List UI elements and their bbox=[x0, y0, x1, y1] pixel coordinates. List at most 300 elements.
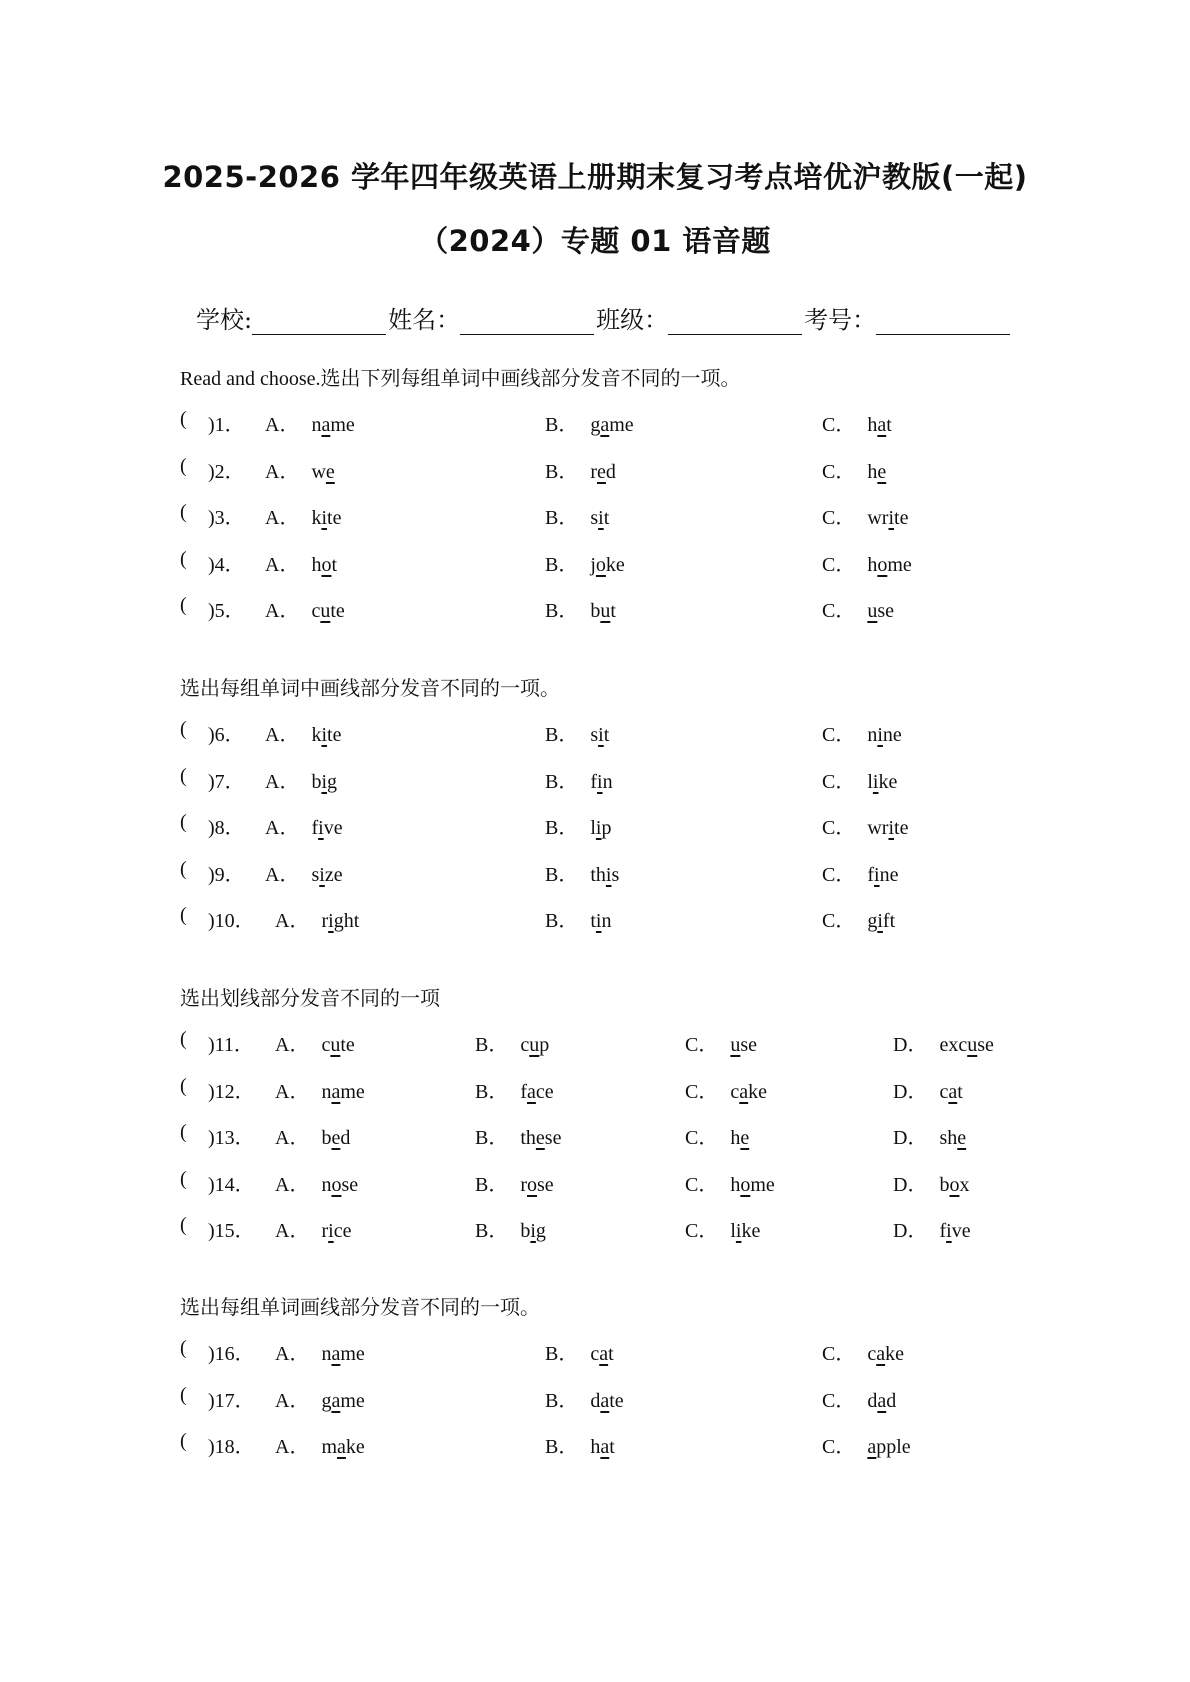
underlined-letters: a bbox=[331, 1389, 341, 1412]
option-letter: D． bbox=[893, 1127, 928, 1149]
option-word bbox=[730, 1174, 774, 1197]
word-prefix: l bbox=[590, 817, 596, 839]
option-word bbox=[321, 1343, 364, 1366]
question-row bbox=[180, 858, 1080, 888]
underlined-letters: i bbox=[888, 507, 895, 529]
question-row bbox=[180, 501, 1080, 531]
underlined-letters: i bbox=[888, 817, 895, 839]
underlined-letters: u bbox=[867, 600, 878, 622]
option bbox=[545, 1337, 614, 1366]
option bbox=[475, 1121, 561, 1150]
word-suffix: pple bbox=[876, 1436, 911, 1458]
option-word bbox=[867, 600, 894, 623]
option bbox=[475, 1214, 546, 1243]
option-word bbox=[311, 507, 341, 530]
option-word bbox=[730, 1034, 757, 1057]
question-row bbox=[180, 1384, 1080, 1414]
option-word bbox=[311, 461, 334, 484]
option-word bbox=[590, 1343, 613, 1366]
option-letter: B． bbox=[475, 1220, 509, 1242]
option bbox=[265, 548, 337, 577]
answer-bracket[interactable]: ( bbox=[180, 1121, 187, 1143]
question-row bbox=[180, 548, 1080, 578]
underlined-letters: a bbox=[948, 1080, 958, 1103]
word-prefix: n bbox=[321, 1343, 332, 1365]
option-word bbox=[520, 1127, 561, 1150]
answer-bracket[interactable]: ( bbox=[180, 718, 187, 740]
word-suffix: te bbox=[330, 600, 345, 622]
word-prefix: c bbox=[867, 1343, 877, 1365]
question-number: )13． bbox=[208, 1127, 255, 1149]
answer-bracket[interactable]: ( bbox=[180, 1167, 187, 1190]
answer-bracket[interactable]: ( bbox=[180, 408, 187, 430]
option-letter: C． bbox=[685, 1173, 719, 1196]
option bbox=[545, 811, 611, 840]
word-prefix: s bbox=[311, 863, 320, 886]
option-word bbox=[321, 1034, 354, 1057]
option bbox=[275, 1121, 350, 1150]
word-suffix: g bbox=[327, 770, 338, 793]
option bbox=[545, 501, 609, 530]
option-word bbox=[939, 1081, 962, 1104]
class-blank[interactable] bbox=[668, 308, 802, 335]
underlined-letters: e bbox=[325, 460, 335, 483]
option-letter: B． bbox=[545, 600, 579, 622]
word-suffix: me bbox=[340, 1389, 365, 1412]
word-suffix: se bbox=[341, 1173, 359, 1196]
word-prefix: c bbox=[590, 1343, 600, 1365]
answer-bracket[interactable]: ( bbox=[180, 1028, 187, 1050]
underlined-letters: i bbox=[328, 910, 334, 932]
option-word bbox=[321, 1436, 364, 1459]
underlined-letters: i bbox=[872, 770, 879, 793]
option bbox=[265, 455, 335, 484]
underlined-letters: i bbox=[874, 863, 880, 886]
option-word bbox=[590, 414, 633, 437]
question-number: )8． bbox=[208, 817, 245, 839]
underlined-letters: e bbox=[957, 1127, 967, 1149]
option-word bbox=[520, 1220, 546, 1243]
option-word bbox=[311, 414, 354, 437]
answer-bracket[interactable]: ( bbox=[180, 1430, 187, 1452]
option bbox=[685, 1214, 760, 1243]
option-word bbox=[311, 864, 342, 887]
option-letter: D． bbox=[893, 1080, 928, 1103]
word-suffix: ke bbox=[878, 770, 898, 793]
option-letter: B． bbox=[545, 1389, 579, 1412]
option bbox=[822, 765, 897, 794]
option-word bbox=[311, 817, 342, 840]
option bbox=[893, 1075, 963, 1104]
underlined-letters: a bbox=[600, 1389, 610, 1412]
word-suffix: t bbox=[957, 1080, 963, 1103]
word-prefix: th bbox=[520, 1127, 536, 1149]
word-prefix: d bbox=[590, 1389, 601, 1412]
option-word bbox=[321, 910, 359, 933]
option-word bbox=[867, 461, 886, 484]
word-prefix: exc bbox=[939, 1034, 968, 1056]
option-letter: C． bbox=[685, 1220, 719, 1242]
question-row bbox=[180, 1214, 1080, 1244]
underlined-letters: o bbox=[331, 1173, 342, 1196]
option-letter: C． bbox=[822, 600, 856, 622]
underlined-letters: i bbox=[597, 770, 603, 793]
name-label: 姓名： bbox=[388, 306, 461, 334]
option bbox=[545, 548, 625, 577]
option bbox=[822, 455, 886, 484]
option-word bbox=[590, 507, 609, 530]
option-word bbox=[520, 1174, 553, 1197]
question-row bbox=[180, 455, 1080, 485]
option bbox=[275, 1384, 365, 1413]
question-number: )3． bbox=[208, 507, 245, 529]
option-word bbox=[867, 864, 898, 887]
option-word bbox=[730, 1127, 749, 1150]
word-suffix: ze bbox=[324, 863, 343, 886]
answer-bracket[interactable]: ( bbox=[180, 1214, 187, 1236]
option-letter: C． bbox=[685, 1034, 719, 1056]
word-prefix: w bbox=[311, 460, 326, 483]
exam-number-blank[interactable] bbox=[876, 308, 1010, 335]
question-row bbox=[180, 904, 1080, 934]
option-letter: B． bbox=[545, 460, 579, 483]
word-prefix: b bbox=[520, 1220, 531, 1242]
word-prefix: n bbox=[867, 724, 878, 746]
underlined-letters: i bbox=[321, 724, 328, 746]
word-prefix: c bbox=[321, 1034, 331, 1056]
option bbox=[893, 1214, 971, 1243]
question-row bbox=[180, 811, 1080, 841]
word-suffix: ft bbox=[882, 910, 896, 932]
underlined-letters: i bbox=[877, 910, 883, 932]
option-letter: B． bbox=[475, 1034, 509, 1056]
answer-bracket[interactable]: ( bbox=[180, 547, 187, 570]
word-suffix: ke bbox=[885, 1343, 905, 1365]
question-number: )4． bbox=[208, 553, 245, 576]
option-word bbox=[867, 507, 908, 530]
word-prefix: h bbox=[311, 553, 322, 576]
underlined-letters: u bbox=[730, 1034, 741, 1056]
option-letter: A． bbox=[275, 1127, 310, 1149]
word-suffix: p bbox=[539, 1034, 550, 1056]
question-number: )15． bbox=[208, 1220, 255, 1242]
word-prefix: n bbox=[321, 1173, 332, 1196]
option-letter: C． bbox=[822, 770, 856, 793]
word-prefix: c bbox=[730, 1080, 740, 1103]
word-suffix: ce bbox=[333, 1220, 352, 1242]
word-prefix: l bbox=[867, 770, 873, 793]
word-suffix: s bbox=[611, 863, 620, 886]
word-suffix: x bbox=[959, 1173, 970, 1196]
option-letter: B． bbox=[475, 1173, 509, 1196]
option-word bbox=[730, 1220, 760, 1243]
school-label: 学校: bbox=[196, 306, 253, 334]
option-word bbox=[590, 461, 616, 484]
option bbox=[685, 1121, 749, 1150]
question-row bbox=[180, 1337, 1080, 1367]
word-prefix: r bbox=[321, 910, 329, 932]
word-suffix: ne bbox=[882, 724, 902, 746]
option bbox=[822, 858, 898, 887]
answer-bracket[interactable]: ( bbox=[180, 764, 187, 787]
word-suffix: ght bbox=[333, 910, 360, 932]
option bbox=[685, 1168, 775, 1197]
option bbox=[265, 594, 345, 623]
option-letter: D． bbox=[893, 1220, 928, 1242]
word-suffix: te bbox=[327, 507, 342, 529]
question-row bbox=[180, 594, 1080, 624]
option-letter: A． bbox=[275, 910, 310, 932]
word-suffix: t bbox=[331, 553, 338, 576]
underlined-letters: o bbox=[595, 553, 606, 576]
answer-bracket[interactable]: ( bbox=[180, 1074, 187, 1097]
word-prefix: b bbox=[311, 770, 322, 793]
word-suffix: ke bbox=[605, 553, 625, 576]
answer-bracket[interactable]: ( bbox=[180, 904, 187, 926]
word-suffix: se bbox=[537, 1173, 554, 1196]
option-word bbox=[939, 1127, 966, 1150]
option-word bbox=[321, 1081, 364, 1104]
word-prefix: m bbox=[321, 1436, 338, 1458]
option-letter: B． bbox=[545, 553, 579, 576]
option-word bbox=[867, 414, 891, 437]
option-word bbox=[311, 724, 341, 747]
answer-bracket[interactable]: ( bbox=[180, 1337, 187, 1359]
underlined-letters: a bbox=[877, 1389, 887, 1412]
word-suffix: te bbox=[894, 817, 909, 839]
exam-number-label: 考号： bbox=[804, 306, 877, 334]
option-letter: A． bbox=[265, 414, 300, 436]
question-number: )11． bbox=[208, 1034, 254, 1056]
word-suffix: d bbox=[886, 1389, 897, 1412]
option-letter: A． bbox=[265, 770, 300, 793]
word-prefix: r bbox=[520, 1173, 528, 1196]
option-word bbox=[311, 771, 337, 794]
word-prefix: h bbox=[867, 414, 878, 436]
word-suffix: ke bbox=[748, 1080, 768, 1103]
option-word bbox=[867, 1436, 910, 1459]
word-suffix: d bbox=[605, 460, 616, 483]
underlined-letters: i bbox=[318, 817, 324, 839]
option bbox=[265, 811, 343, 840]
underlined-letters: o bbox=[877, 553, 888, 576]
word-prefix: c bbox=[311, 600, 321, 622]
option-letter: C． bbox=[822, 910, 856, 932]
question-section bbox=[180, 982, 1080, 1261]
word-prefix: s bbox=[590, 724, 599, 746]
option-letter: A． bbox=[275, 1343, 310, 1365]
word-suffix: me bbox=[340, 1080, 365, 1103]
underlined-letters: a bbox=[876, 1343, 886, 1365]
word-prefix: r bbox=[590, 460, 598, 483]
option-word bbox=[321, 1127, 350, 1150]
word-prefix: l bbox=[730, 1220, 736, 1242]
word-suffix: t bbox=[886, 414, 892, 436]
word-prefix: wr bbox=[867, 507, 889, 529]
option-word bbox=[939, 1034, 993, 1057]
option-word bbox=[867, 1343, 904, 1366]
question-section bbox=[180, 362, 1080, 641]
option bbox=[275, 1430, 365, 1459]
underlined-letters: i bbox=[530, 1220, 536, 1242]
word-prefix: h bbox=[867, 553, 878, 576]
option-word bbox=[939, 1174, 969, 1197]
underlined-letters: e bbox=[597, 460, 606, 483]
word-suffix: t bbox=[608, 1343, 614, 1365]
underlined-letters: i bbox=[321, 770, 328, 793]
option-word bbox=[590, 600, 616, 623]
option bbox=[275, 1075, 365, 1104]
underlined-letters: i bbox=[877, 724, 883, 746]
word-suffix: me bbox=[609, 414, 634, 436]
option bbox=[822, 408, 892, 437]
option-letter: A． bbox=[265, 724, 300, 746]
option-word bbox=[590, 724, 609, 747]
underlined-letters: i bbox=[595, 817, 602, 839]
underlined-letters: u bbox=[320, 600, 331, 622]
question-row bbox=[180, 1121, 1080, 1151]
option-letter: A． bbox=[265, 600, 300, 622]
word-prefix: sh bbox=[939, 1127, 958, 1149]
question-section bbox=[180, 1291, 1080, 1477]
section-instruction: Read and choose.选出下列每组单词中画线部分发音不同的一项。 bbox=[180, 368, 741, 390]
word-prefix: g bbox=[590, 414, 601, 436]
underlined-letters: a bbox=[739, 1080, 749, 1103]
name-blank[interactable] bbox=[460, 308, 594, 335]
underlined-letters: e bbox=[740, 1127, 750, 1149]
option-letter: A． bbox=[265, 460, 300, 483]
option-letter: C． bbox=[685, 1080, 719, 1103]
option-letter: C． bbox=[822, 863, 856, 886]
word-suffix: ke bbox=[345, 1436, 365, 1458]
underlined-letters: i bbox=[735, 1220, 742, 1242]
underlined-letters: a bbox=[337, 1436, 346, 1458]
option-letter: B． bbox=[545, 910, 579, 932]
option bbox=[545, 765, 613, 794]
word-prefix: f bbox=[867, 863, 875, 886]
answer-bracket[interactable]: ( bbox=[180, 454, 187, 477]
question-number: )9． bbox=[208, 863, 245, 886]
school-blank[interactable] bbox=[252, 308, 386, 335]
option-letter: A． bbox=[275, 1034, 310, 1056]
underlined-letters: a bbox=[527, 1080, 536, 1103]
option bbox=[822, 904, 895, 933]
option bbox=[545, 455, 616, 484]
word-suffix: n bbox=[601, 910, 612, 932]
underlined-letters: o bbox=[949, 1173, 960, 1196]
word-prefix: h bbox=[730, 1127, 741, 1149]
option bbox=[545, 858, 619, 887]
option-letter: C． bbox=[822, 553, 856, 576]
page-title-line2: （2024）专题 01 语音题 bbox=[419, 224, 771, 258]
option-word bbox=[590, 771, 612, 794]
answer-bracket[interactable]: ( bbox=[180, 857, 187, 880]
word-suffix: se bbox=[544, 1127, 562, 1149]
option-letter: C． bbox=[822, 817, 856, 839]
option bbox=[685, 1075, 767, 1104]
option bbox=[822, 718, 902, 747]
option bbox=[545, 594, 616, 623]
underlined-letters: i bbox=[605, 863, 612, 886]
word-prefix: f bbox=[590, 770, 598, 793]
option-word bbox=[867, 910, 895, 933]
question-number: )16． bbox=[208, 1343, 255, 1365]
option-letter: A． bbox=[275, 1436, 310, 1458]
option bbox=[265, 501, 341, 530]
option bbox=[893, 1121, 966, 1150]
answer-bracket[interactable]: ( bbox=[180, 594, 187, 616]
underlined-letters: u bbox=[330, 1034, 341, 1056]
option-word bbox=[730, 1081, 767, 1104]
question-row bbox=[180, 718, 1080, 748]
word-prefix: f bbox=[520, 1080, 528, 1103]
underlined-letters: o bbox=[740, 1173, 751, 1196]
option-letter: A． bbox=[275, 1173, 310, 1196]
student-info-line bbox=[196, 300, 1012, 335]
underlined-letters: e bbox=[331, 1127, 341, 1149]
answer-bracket[interactable]: ( bbox=[180, 811, 187, 833]
question-number: )18． bbox=[208, 1436, 255, 1458]
question-row bbox=[180, 408, 1080, 438]
option-letter: A． bbox=[265, 553, 300, 576]
option bbox=[475, 1028, 549, 1057]
option-letter: C． bbox=[822, 507, 856, 529]
word-suffix: me bbox=[340, 1343, 365, 1365]
option bbox=[475, 1075, 554, 1104]
word-suffix: me bbox=[887, 553, 912, 576]
word-prefix: t bbox=[590, 910, 596, 932]
word-prefix: h bbox=[867, 460, 878, 483]
underlined-letters: i bbox=[321, 507, 328, 529]
option-word bbox=[311, 600, 344, 623]
option-letter: B． bbox=[545, 1343, 579, 1365]
word-prefix: r bbox=[321, 1220, 329, 1242]
option bbox=[545, 1430, 615, 1459]
word-prefix: d bbox=[867, 1389, 878, 1412]
option-word bbox=[590, 1390, 623, 1413]
word-prefix: wr bbox=[867, 817, 889, 839]
option bbox=[822, 1384, 896, 1413]
underlined-letters: i bbox=[319, 863, 325, 886]
question-number: )14． bbox=[208, 1173, 255, 1196]
underlined-letters: i bbox=[946, 1220, 952, 1242]
option-word bbox=[520, 1034, 549, 1057]
answer-bracket[interactable]: ( bbox=[180, 1383, 187, 1406]
word-prefix: c bbox=[520, 1034, 530, 1056]
word-suffix: t bbox=[603, 724, 610, 746]
option-word bbox=[590, 817, 611, 840]
answer-bracket[interactable]: ( bbox=[180, 501, 187, 523]
underlined-letters: i bbox=[328, 1220, 334, 1242]
word-prefix: h bbox=[730, 1173, 741, 1196]
question-number: )2． bbox=[208, 460, 245, 483]
word-suffix: ne bbox=[879, 863, 899, 886]
word-prefix: j bbox=[590, 553, 596, 576]
word-suffix: ve bbox=[951, 1220, 971, 1242]
page-title-line1: 2025-2026 学年四年级英语上册期末复习考点培优沪教版(一起) bbox=[162, 160, 1028, 194]
word-suffix: te bbox=[340, 1034, 355, 1056]
option bbox=[265, 765, 337, 794]
option bbox=[685, 1028, 757, 1057]
option-letter: B． bbox=[475, 1080, 509, 1103]
option bbox=[822, 1337, 904, 1366]
option bbox=[822, 1430, 911, 1459]
word-prefix: k bbox=[311, 507, 322, 529]
option-letter: B． bbox=[545, 414, 579, 436]
underlined-letters: o bbox=[527, 1173, 538, 1196]
option-letter: B． bbox=[475, 1127, 509, 1149]
word-suffix: se bbox=[877, 600, 895, 622]
